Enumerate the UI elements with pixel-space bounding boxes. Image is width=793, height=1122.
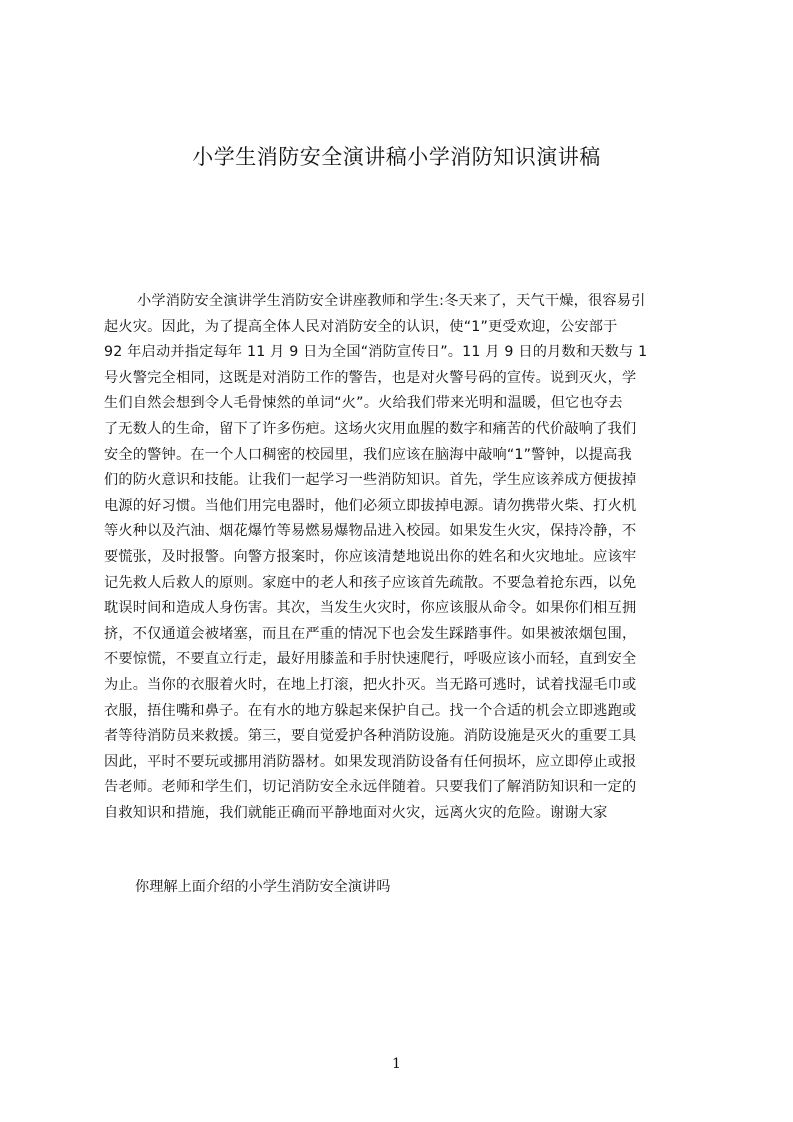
body-line: 安全的警钟。在一个人口稠密的校园里，我们应该在脑海中敲响“1”警钟，以提高我	[104, 446, 632, 463]
body-line: 们的防火意识和技能。让我们一起学习一些消防知识。首先，学生应该养成方便拔掉	[104, 472, 637, 489]
body-line: 生们自然会想到令人毛骨悚然的单词“火”。火给我们带来光明和温暖，但它也夺去	[104, 395, 623, 412]
body-line: 告老师。老师和学生们，切记消防安全永远伴随着。只要我们了解消防知识和一定的	[104, 779, 637, 796]
body-line: 为止。当你的衣服着火时，在地上打滚，把火扑灭。当无路可逃时，试着找湿毛巾或	[104, 676, 637, 693]
body-line: 要慌张，及时报警。向警方报案时，你应该清楚地说出你的姓名和火灾地址。应该牢	[104, 548, 637, 565]
body-line: 号火警完全相同，这既是对消防工作的警告，也是对火警号码的宣传。说到灭火，学	[104, 369, 637, 386]
closing-question: 你理解上面介绍的小学生消防安全演讲吗	[135, 879, 391, 895]
speech-body	[104, 289, 708, 826]
body-line: 了无数人的生命，留下了许多伤疤。这场火灾用血腥的数字和痛苦的代价敲响了我们	[104, 420, 637, 437]
body-line: 起火灾。因此，为了提高全体人民对消防安全的认识，使“1”更受欢迎，公安部于	[104, 318, 618, 335]
body-line: 92 年启动并指定每年 11 月 9 日为全国“消防宣传日”。11 月 9 日的月数和天数与 1	[104, 344, 648, 361]
body-line: 等火种以及汽油、烟花爆竹等易燃易爆物品进入校园。如果发生火灾，保持冷静，不	[104, 523, 637, 540]
body-line: 因此，平时不要玩或挪用消防器材。如果发现消防设备有任何损坏，应立即停止或报	[104, 753, 637, 770]
body-line: 小学消防安全演讲学生消防安全讲座教师和学生:冬天来了，天气干燥，很容易引	[137, 293, 646, 309]
body-line: 记先救人后救人的原则。家庭中的老人和孩子应该首先疏散。不要急着抢东西，以免	[104, 574, 637, 591]
body-line: 电源的好习惯。当他们用完电器时，他们必须立即拔掉电源。请勿携带火柴、打火机	[104, 497, 637, 514]
body-line: 挤，不仅通道会被堵塞，而且在严重的情况下也会发生踩踏事件。如果被浓烟包围，	[104, 625, 637, 642]
body-line: 不要惊慌，不要直立行走，最好用膝盖和手肘快速爬行，呼吸应该小而轻，直到安全	[104, 651, 637, 668]
body-line: 耽误时间和造成人身伤害。其次，当发生火灾时，你应该服从命令。如果你们相互拥	[104, 600, 637, 617]
body-line: 自救知识和措施，我们就能正确而平静地面对火灾，远离火灾的危险。谢谢大家	[104, 804, 608, 821]
body-line: 者等待消防员来救援。第三，要自觉爱护各种消防设施。消防设施是灭火的重要工具	[104, 728, 637, 745]
page-title: 小学生消防安全演讲稿小学消防知识演讲稿	[192, 145, 601, 169]
body-line: 衣服，捂住嘴和鼻子。在有水的地方躲起来保护自己。找一个合适的机会立即逃跑或	[104, 702, 637, 719]
page-number: 1	[392, 1056, 401, 1072]
